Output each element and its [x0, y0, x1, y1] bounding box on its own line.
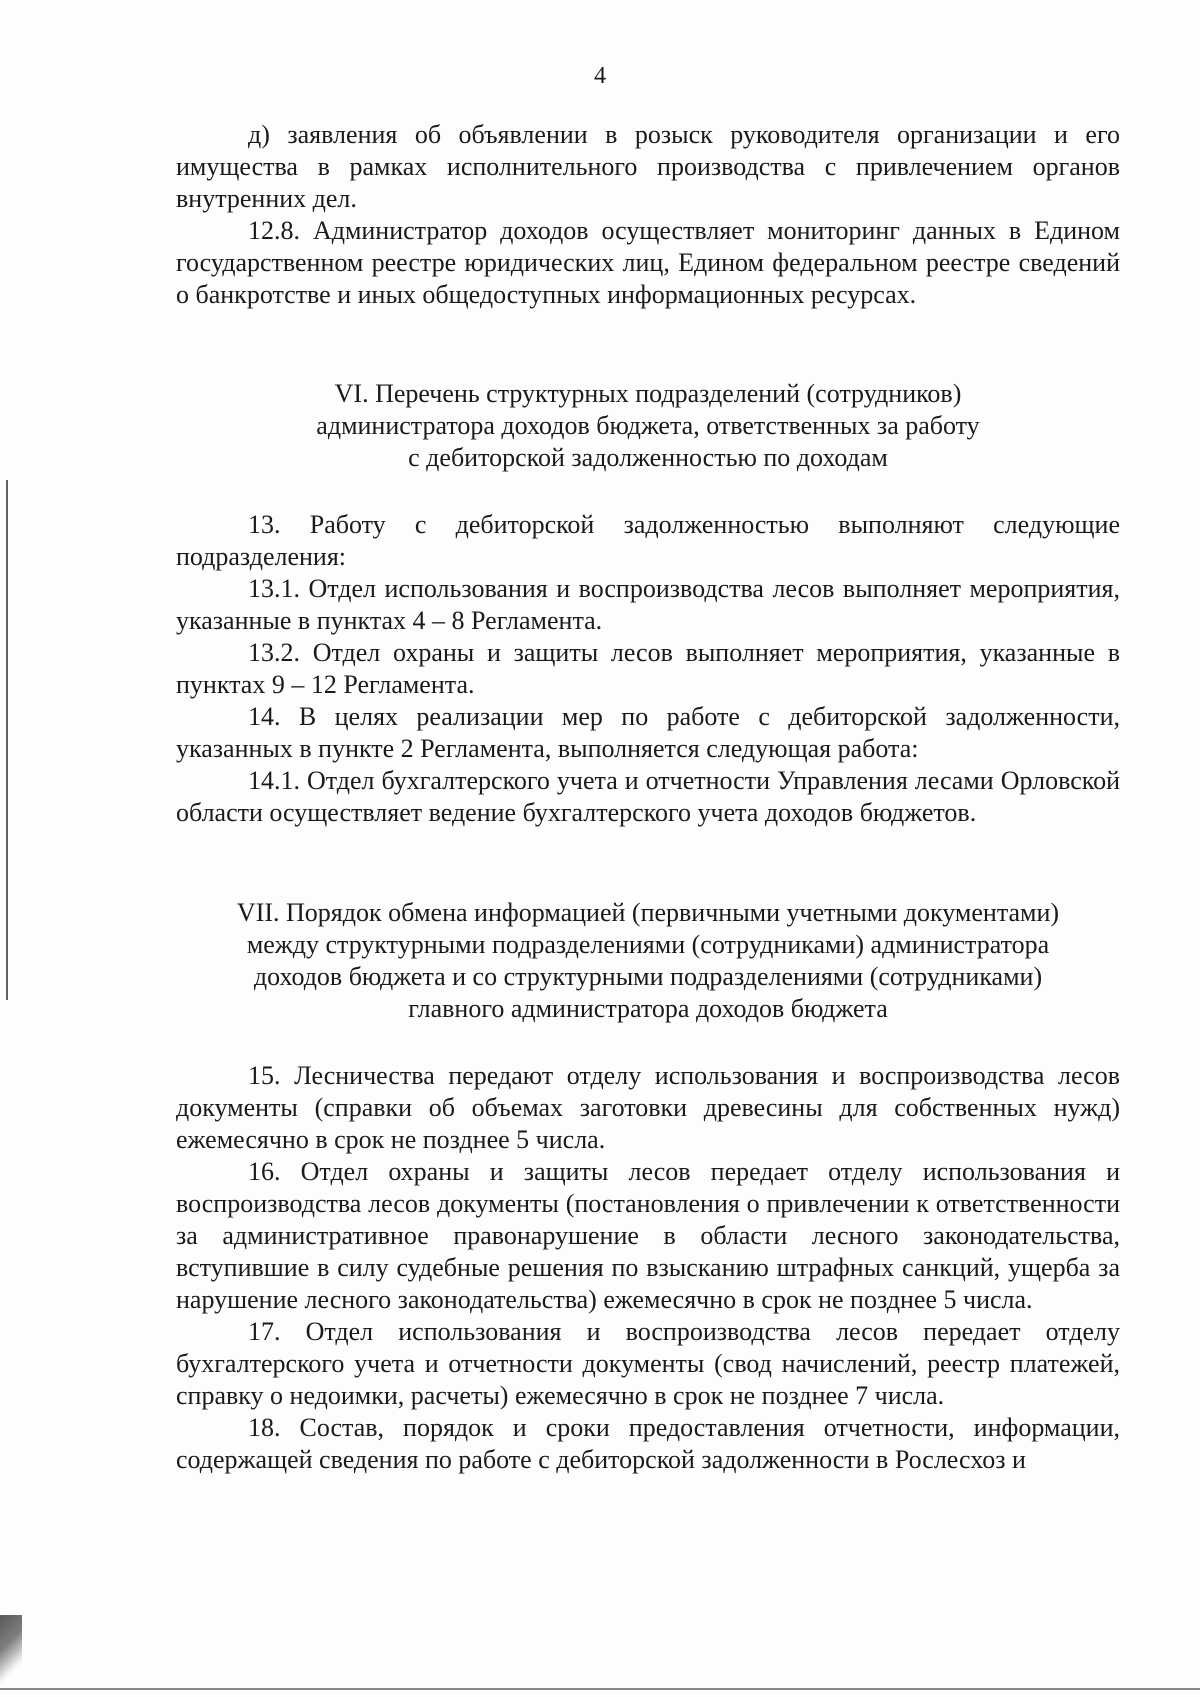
paragraph-18: 18. Состав, порядок и сроки предоставления отчетности, информации, содержащей сведения по работе с дебиторской задолженности в Рослесхоз и — [176, 1413, 1120, 1474]
text-block-section-vii — [176, 1060, 1120, 1476]
paragraph-17: 17. Отдел использования и воспроизводства лесов передает отделу бухгалтерского учета и отчетности документы (свод начислений, реестр платежей, справку о недоимки, расчеты) ежемесячно в срок не позднее 7 числа. — [176, 1317, 1120, 1410]
heading-vi-line: VI. Перечень структурных подразделений (сотрудников) — [334, 379, 962, 408]
scan-edge-line — [6, 480, 8, 1000]
paragraph-12-7-d: д) заявления об объявлении в розыск руководителя организации и его имущества в рамках исполнительного производства с привлечением органов внутренних дел. — [176, 120, 1120, 213]
scan-bottom-edge — [0, 1688, 1200, 1690]
text-block-clause-12 — [176, 119, 1120, 311]
heading-vii-line: главного администратора доходов бюджета — [408, 994, 888, 1023]
scan-corner-smudge — [0, 1615, 22, 1685]
heading-vii-line: между структурными подразделениями (сотрудниками) администратора — [246, 930, 1050, 959]
paragraph-14: 14. В целях реализации мер по работе с дебиторской задолженности, указанных в пункте 2 Регламента, выполняется следующая работа: — [176, 702, 1120, 763]
section-heading-vi — [176, 378, 1120, 474]
heading-vii-line: VII. Порядок обмена информацией (первичными учетными документами) — [236, 898, 1060, 927]
heading-vii-line: доходов бюджета и со структурными подразделениями (сотрудниками) — [253, 962, 1043, 991]
paragraph-15: 15. Лесничества передают отделу использования и воспроизводства лесов документы (справки об объемах заготовки древесины для собственных нужд) ежемесячно в срок не позднее 5 числа. — [176, 1061, 1120, 1154]
heading-vi-line: администратора доходов бюджета, ответственных за работу — [316, 411, 980, 440]
text-block-section-vi — [176, 509, 1120, 829]
paragraph-13: 13. Работу с дебиторской задолженностью выполняют следующие подразделения: — [176, 510, 1120, 571]
paragraph-13-1: 13.1. Отдел использования и воспроизводства лесов выполняет мероприятия, указанные в пунктах 4 – 8 Регламента. — [176, 574, 1120, 635]
heading-vi-line: с дебиторской задолженностью по доходам — [408, 443, 888, 472]
paragraph-16: 16. Отдел охраны и защиты лесов передает отделу использования и воспроизводства лесов документы (постановления о привлечении к ответственности за административное правонарушение в области лесного законодательства, вступившие в силу судебные решения по взысканию штрафных санкций, ущерба за нарушение лесного законодательства) ежемесячно в срок не позднее 5 числа. — [176, 1157, 1120, 1314]
section-heading-vii — [176, 897, 1120, 1025]
paragraph-14-1: 14.1. Отдел бухгалтерского учета и отчетности Управления лесами Орловской области осуществляет ведение бухгалтерского учета доходов бюджетов. — [176, 766, 1120, 827]
page-number: 4 — [594, 63, 606, 89]
paragraph-12-8: 12.8. Администратор доходов осуществляет мониторинг данных в Едином государственном реестре юридических лиц, Едином федеральном реестре сведений о банкротстве и иных общедоступных информационных ресурсах. — [176, 216, 1120, 309]
paragraph-13-2: 13.2. Отдел охраны и защиты лесов выполняет мероприятия, указанные в пунктах 9 – 12 Регламента. — [176, 638, 1120, 699]
